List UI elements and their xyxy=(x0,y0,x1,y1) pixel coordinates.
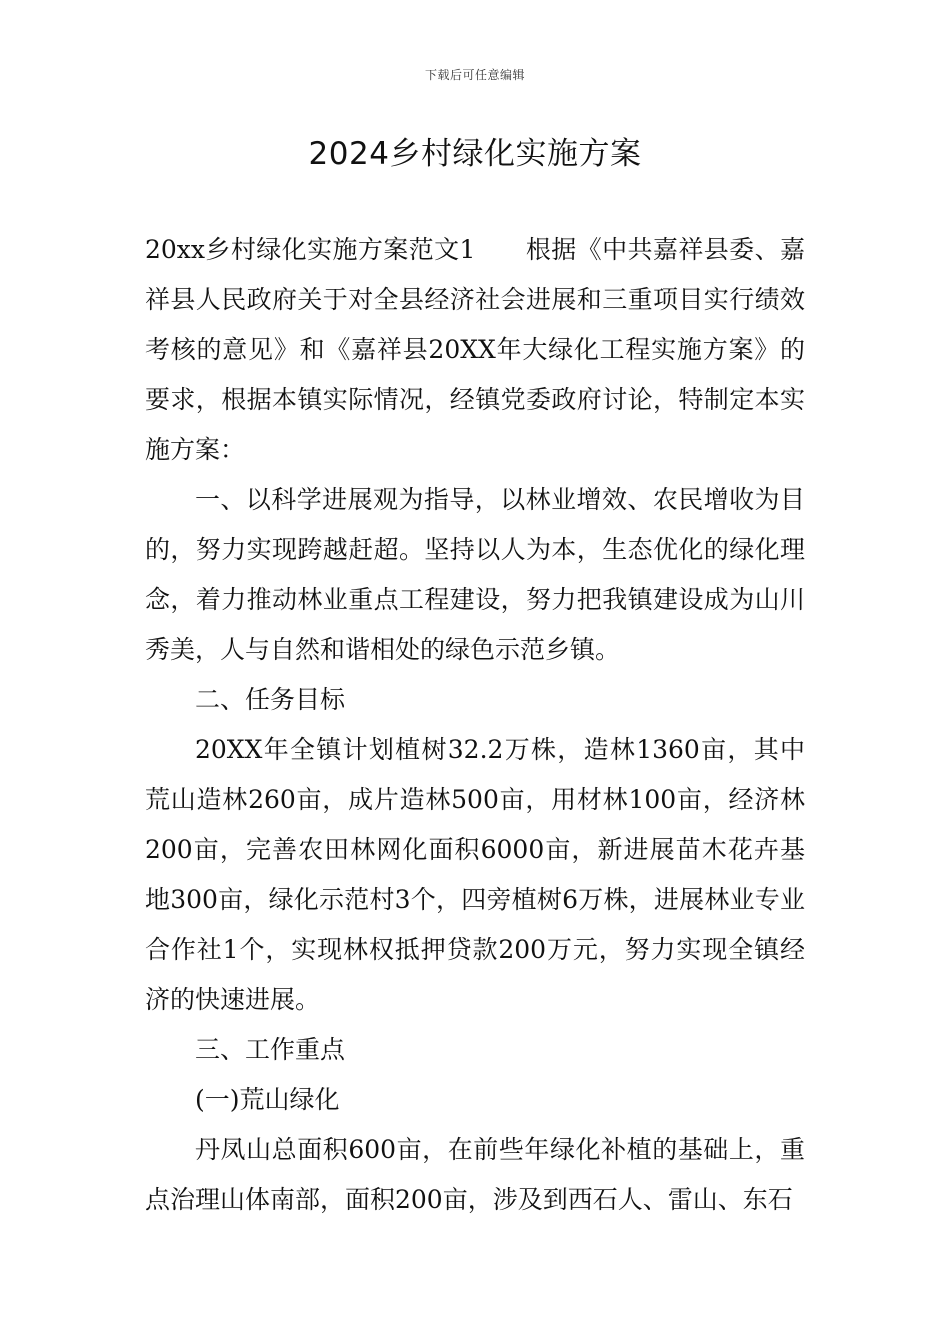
paragraph-danfeng-mountain: 丹凤山总面积600亩，在前些年绿化补植的基础上，重点治理山体南部，面积200亩，涉及到西石人、雷山、东石 xyxy=(145,1135,805,1214)
heading-work-focus: 三、工作重点 xyxy=(195,1035,346,1064)
paragraph-task-goals: 20XX年全镇计划植树32.2万株，造林1360亩，其中荒山造林260亩，成片造林500亩，用材林100亩，经济林200亩，完善农田林网化面积6000亩，新进展苗木花卉基地300亩，绿化示范村3个，四旁植树6万株，进展林业专业合作社1个，实现林权抵押贷款200万元，努力实现全镇经济的快速进展。 xyxy=(145,735,805,1014)
paragraph-guideline: 一、以科学进展观为指导，以林业增效、农民增收为目的，努力实现跨越赶超。坚持以人为本，生态优化的绿化理念，着力推动林业重点工程建设，努力把我镇建设成为山川秀美，人与自然和谐相处的绿色示范乡镇。 xyxy=(145,485,805,664)
intro-paragraph xyxy=(145,225,805,475)
header-note: 下载后可任意编辑 xyxy=(424,68,525,82)
subheading-barren-hill-greening: (一)荒山绿化 xyxy=(195,1085,340,1114)
document-title: 2024乡村绿化实施方案 xyxy=(308,136,642,172)
document-body xyxy=(145,225,805,1225)
intro-label: 20xx乡村绿化实施方案范文1 xyxy=(145,235,476,264)
intro-text: 根据《中共嘉祥县委、嘉祥县人民政府关于对全县经济社会进展和三重项目实行绩效考核的意见》和《嘉祥县20XX年大绿化工程实施方案》的要求，根据本镇实际情况，经镇党委政府讨论，特制定本实施方案： xyxy=(145,235,805,464)
heading-task-goals: 二、任务目标 xyxy=(195,685,346,714)
